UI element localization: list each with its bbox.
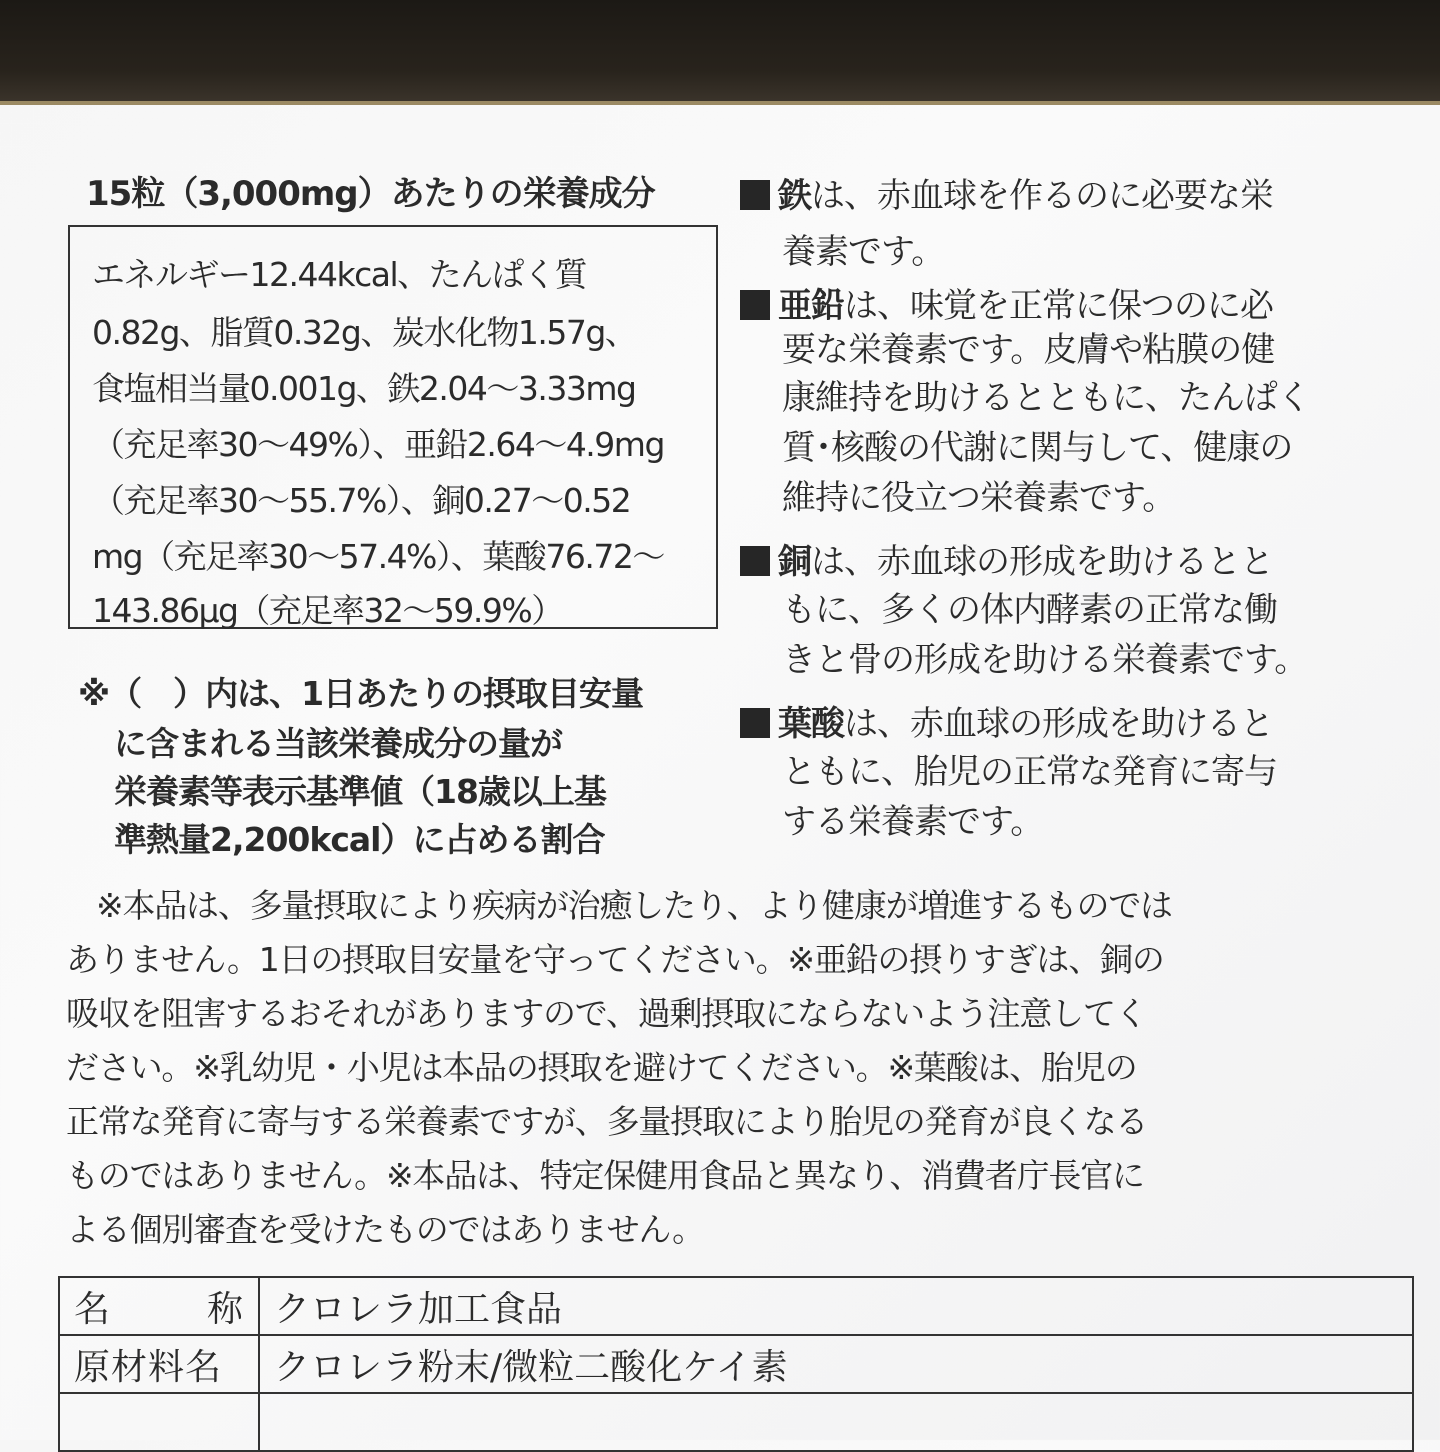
nutrient-text: は、赤血球を作るのに必要な栄 [811,176,1273,216]
nutrition-note-line: に含まれる当該栄養成分の量が [114,724,562,763]
nutrient-text-line: 質･核酸の代謝に関与して、健康の [782,428,1293,468]
square-bullet-icon [740,180,770,210]
nutrient-name: 銅 [778,542,811,582]
nutrient-zinc-first-line [740,278,1273,327]
nutrient-name: 鉄 [778,176,811,216]
nutrient-text-line: する栄養素です。 [782,802,1044,842]
nutrient-text-line: 要な栄養素です。皮膚や粘膜の健 [782,330,1275,370]
nutrition-line: 143.86μg（充足率32～59.9%） [92,591,563,630]
nutrition-note-line: 準熱量2,200kcal）に占める割合 [114,820,605,859]
table-label [59,1393,259,1451]
table-row [59,1393,1413,1451]
nutrient-text-line: もに、多くの体内酵素の正常な働 [782,590,1277,630]
nutrient-name: 葉酸 [778,704,844,744]
nutrition-line: 食塩相当量0.001g、鉄2.04～3.33mg [92,369,636,408]
square-bullet-icon [740,708,770,738]
nutrition-line: mg（充足率30～57.4%）、葉酸76.72～ [92,537,664,576]
warning-line: ありません。1日の摂取目安量を守ってください。※亜鉛の摂りすぎは、銅の [66,940,1164,979]
nutrient-text-line: ともに、胎児の正常な発育に寄与 [782,752,1277,792]
product-info-table [58,1276,1414,1452]
nutrition-facts-box [68,225,718,629]
nutrition-line: （充足率30～49%）、亜鉛2.64～4.9mg [92,425,664,464]
table-row [59,1335,1413,1393]
nutrient-text: は、赤血球の形成を助けると [844,704,1273,744]
warning-line: 正常な発育に寄与する栄養素ですが、多量摂取により胎児の発育が良くなる [66,1102,1148,1141]
table-value-ingredients: クロレラ粉末/微粒二酸化ケイ素 [259,1335,1413,1393]
table-value-name: クロレラ加工食品 [259,1277,1413,1335]
nutrition-line: （充足率30～55.7%）、銅0.27～0.52 [92,481,631,520]
nutrient-text-line: 維持に役立つ栄養素です。 [782,478,1176,518]
warning-line: ものではありません。※本品は、特定保健用食品と異なり、消費者庁長官に [66,1156,1144,1195]
table-label-part: 名 [74,1288,112,1330]
warning-line: よる個別審査を受けたものではありません。 [66,1210,704,1249]
nutrient-folic-acid-first-line [740,696,1273,745]
table-label-part: 称 [206,1288,244,1330]
nutrient-text-line: 養素です。 [782,232,945,272]
nutrient-text: は、味覚を正常に保つのに必 [844,286,1273,326]
square-bullet-icon [740,546,770,576]
nutrient-iron-first-line [740,168,1273,217]
nutrition-line: エネルギー12.44kcal、たんぱく質 [92,255,587,294]
nutrition-line: 0.82g、脂質0.32g、炭水化物1.57g、 [92,313,637,352]
warning-line: 吸収を阻害するおそれがありますので、過剰摂取にならないよう注意してく [66,994,1147,1033]
warning-line: ださい。※乳幼児・小児は本品の摂取を避けてください。※葉酸は、胎児の [66,1048,1137,1087]
nutrient-text: は、赤血球の形成を助けるとと [811,542,1273,582]
square-bullet-icon [740,290,770,320]
nutrition-note-line: 栄養素等表示基準値（18歳以上基 [114,772,606,811]
table-label-ingredients: 原材料名 [59,1335,259,1393]
package-dark-band [0,0,1440,105]
table-value [259,1393,1413,1451]
table-row [59,1277,1413,1335]
nutrient-name: 亜鉛 [778,286,844,326]
nutrition-note-line: ※（ ）内は、1日あたりの摂取目安量 [78,674,644,713]
warning-line: ※本品は、多量摂取により疾病が治癒したり、より健康が増進するものでは [96,886,1172,925]
nutrient-copper-first-line [740,534,1273,583]
nutrition-title: 15粒（3,000mg）あたりの栄養成分 [86,174,655,214]
nutrient-text-line: 康維持を助けるとともに、たんぱく [782,378,1310,418]
nutrient-text-line: きと骨の形成を助ける栄養素です。 [782,640,1308,680]
table-label-name [59,1277,259,1335]
